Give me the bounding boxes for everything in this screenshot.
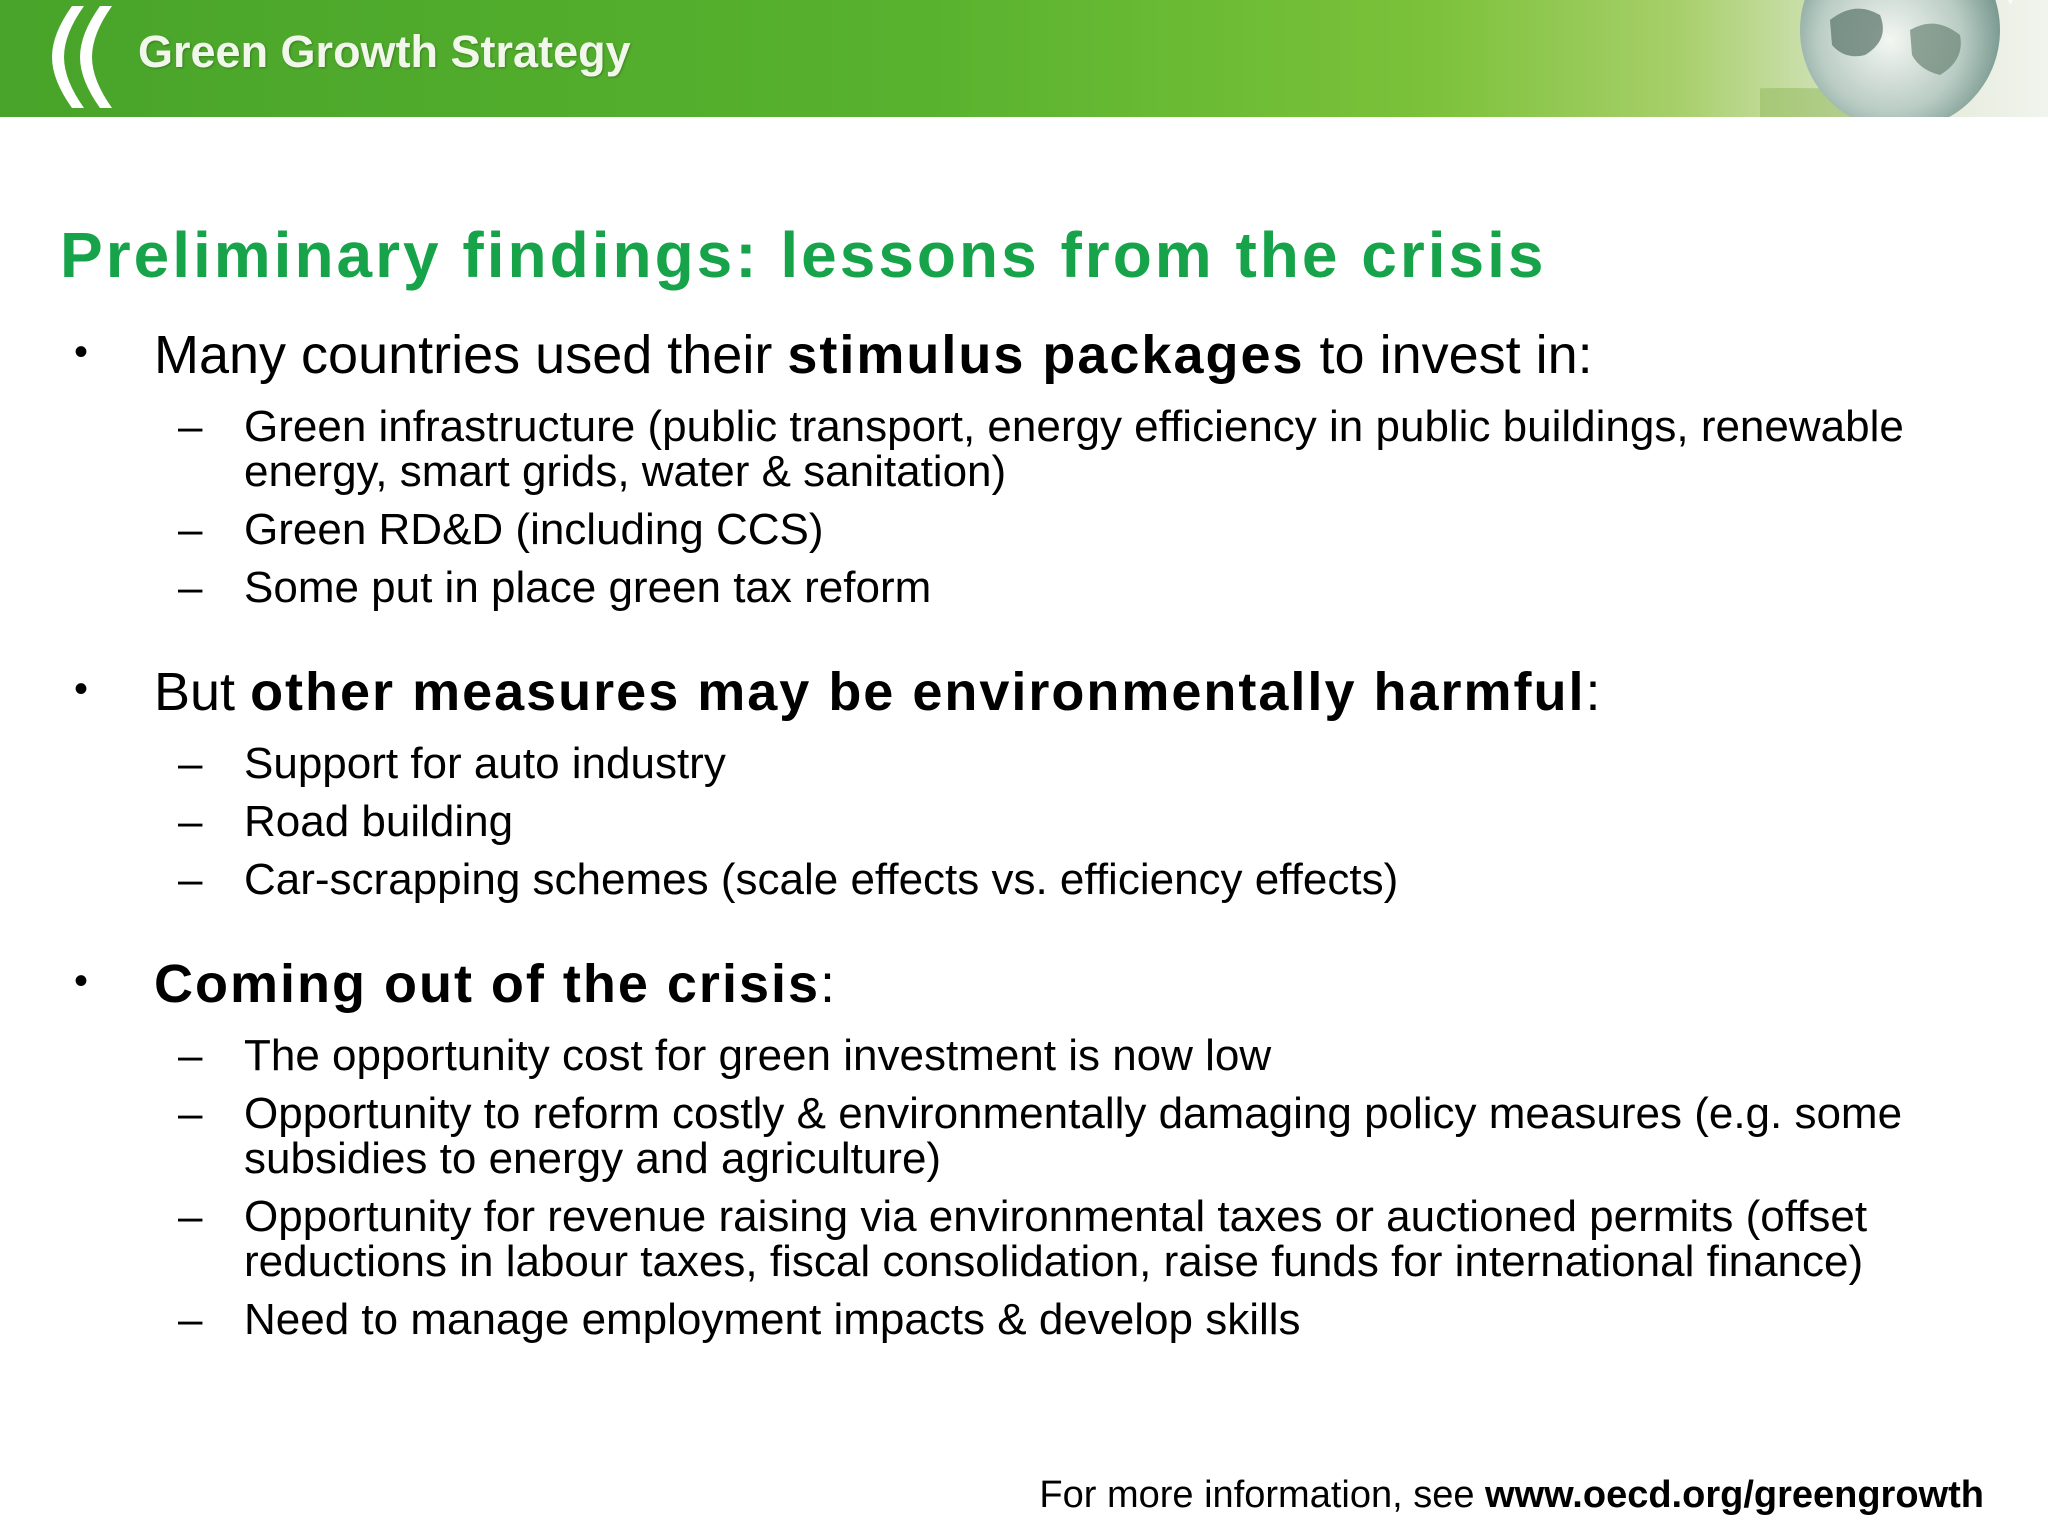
slide-content xyxy=(0,322,2048,1355)
dash-marker: – xyxy=(178,505,203,554)
sub-item-text: Some put in place green tax reform xyxy=(244,563,932,612)
bullet-dot: • xyxy=(74,330,89,374)
sub-item xyxy=(0,507,2048,552)
header-banner xyxy=(0,0,2048,117)
sub-item xyxy=(0,799,2048,844)
sub-list xyxy=(0,1033,2048,1342)
dash-marker: – xyxy=(178,739,203,788)
sub-item-text: Opportunity to reform costly & environmentally damaging policy measures (e.g. some subsidies to energy and agriculture) xyxy=(244,1089,1903,1183)
sub-item xyxy=(0,565,2048,610)
sub-item-text: Opportunity for revenue raising via environmental taxes or auctioned permits (offset reductions in labour taxes, fiscal consolidation, raise funds for international finance) xyxy=(244,1192,1868,1286)
dash-marker: – xyxy=(178,797,203,846)
section-stimulus-packages xyxy=(0,322,2048,610)
bullet-item xyxy=(0,659,2048,741)
bullet-text-post: : xyxy=(820,954,836,1014)
bullet-text-bold: Coming out of the crisis xyxy=(154,954,821,1014)
dash-marker: – xyxy=(178,855,203,904)
sub-item-text: Green RD&D (including CCS) xyxy=(244,505,824,554)
section-harmful-measures xyxy=(0,659,2048,902)
bullet-text-bold: stimulus packages xyxy=(787,325,1305,385)
brand-title: Green Growth Strategy xyxy=(138,26,631,77)
sub-item-text: Green infrastructure (public transport, energy efficiency in public buildings, renewable energy, smart grids, water & sanitation) xyxy=(244,402,1904,496)
bullet-item xyxy=(0,951,2048,1033)
sub-item xyxy=(0,404,2048,494)
dash-marker: – xyxy=(178,1295,203,1344)
dash-marker: – xyxy=(178,1192,203,1241)
section-coming-out xyxy=(0,951,2048,1342)
globe-icon xyxy=(1760,0,2040,117)
bullet-text xyxy=(154,951,835,1017)
sub-list xyxy=(0,741,2048,902)
sub-item-text: Car-scrapping schemes (scale effects vs. efficiency effects) xyxy=(244,855,1399,904)
sub-item-text: Need to manage employment impacts & develop skills xyxy=(244,1295,1301,1344)
dash-marker: – xyxy=(178,1031,203,1080)
bullet-text-pre: Many countries used their xyxy=(154,325,788,385)
bullet-item xyxy=(0,322,2048,404)
dash-marker: – xyxy=(178,402,203,451)
oecd-logo-icon xyxy=(50,4,120,110)
bullet-text-pre: But xyxy=(154,662,251,722)
bullet-text-post: to invest in: xyxy=(1304,325,1593,385)
sub-item-text: Support for auto industry xyxy=(244,739,726,788)
bullet-text xyxy=(154,659,1601,725)
sub-item xyxy=(0,741,2048,786)
bullet-text-post: : xyxy=(1585,662,1601,722)
bullet-dot: • xyxy=(74,959,89,1003)
dash-marker: – xyxy=(178,1089,203,1138)
dash-marker: – xyxy=(178,563,203,612)
sub-item xyxy=(0,1091,2048,1181)
sub-item xyxy=(0,857,2048,902)
sub-item xyxy=(0,1194,2048,1284)
footer-url-link[interactable]: www.oecd.org/greengrowth xyxy=(1485,1474,1984,1516)
slide-title: Preliminary findings: lessons from the crisis xyxy=(60,219,1547,291)
bullet-text xyxy=(154,322,1593,388)
bullet-dot: • xyxy=(74,667,89,711)
sub-list xyxy=(0,404,2048,610)
sub-item-text: Road building xyxy=(244,797,514,846)
sub-item xyxy=(0,1297,2048,1342)
sub-item-text: The opportunity cost for green investment is now low xyxy=(244,1031,1272,1080)
sub-item xyxy=(0,1033,2048,1078)
footer-prefix: For more information, see xyxy=(1039,1474,1486,1516)
footer-info xyxy=(1039,1474,1984,1517)
bullet-text-bold: other measures may be environmentally harmful xyxy=(250,662,1586,722)
